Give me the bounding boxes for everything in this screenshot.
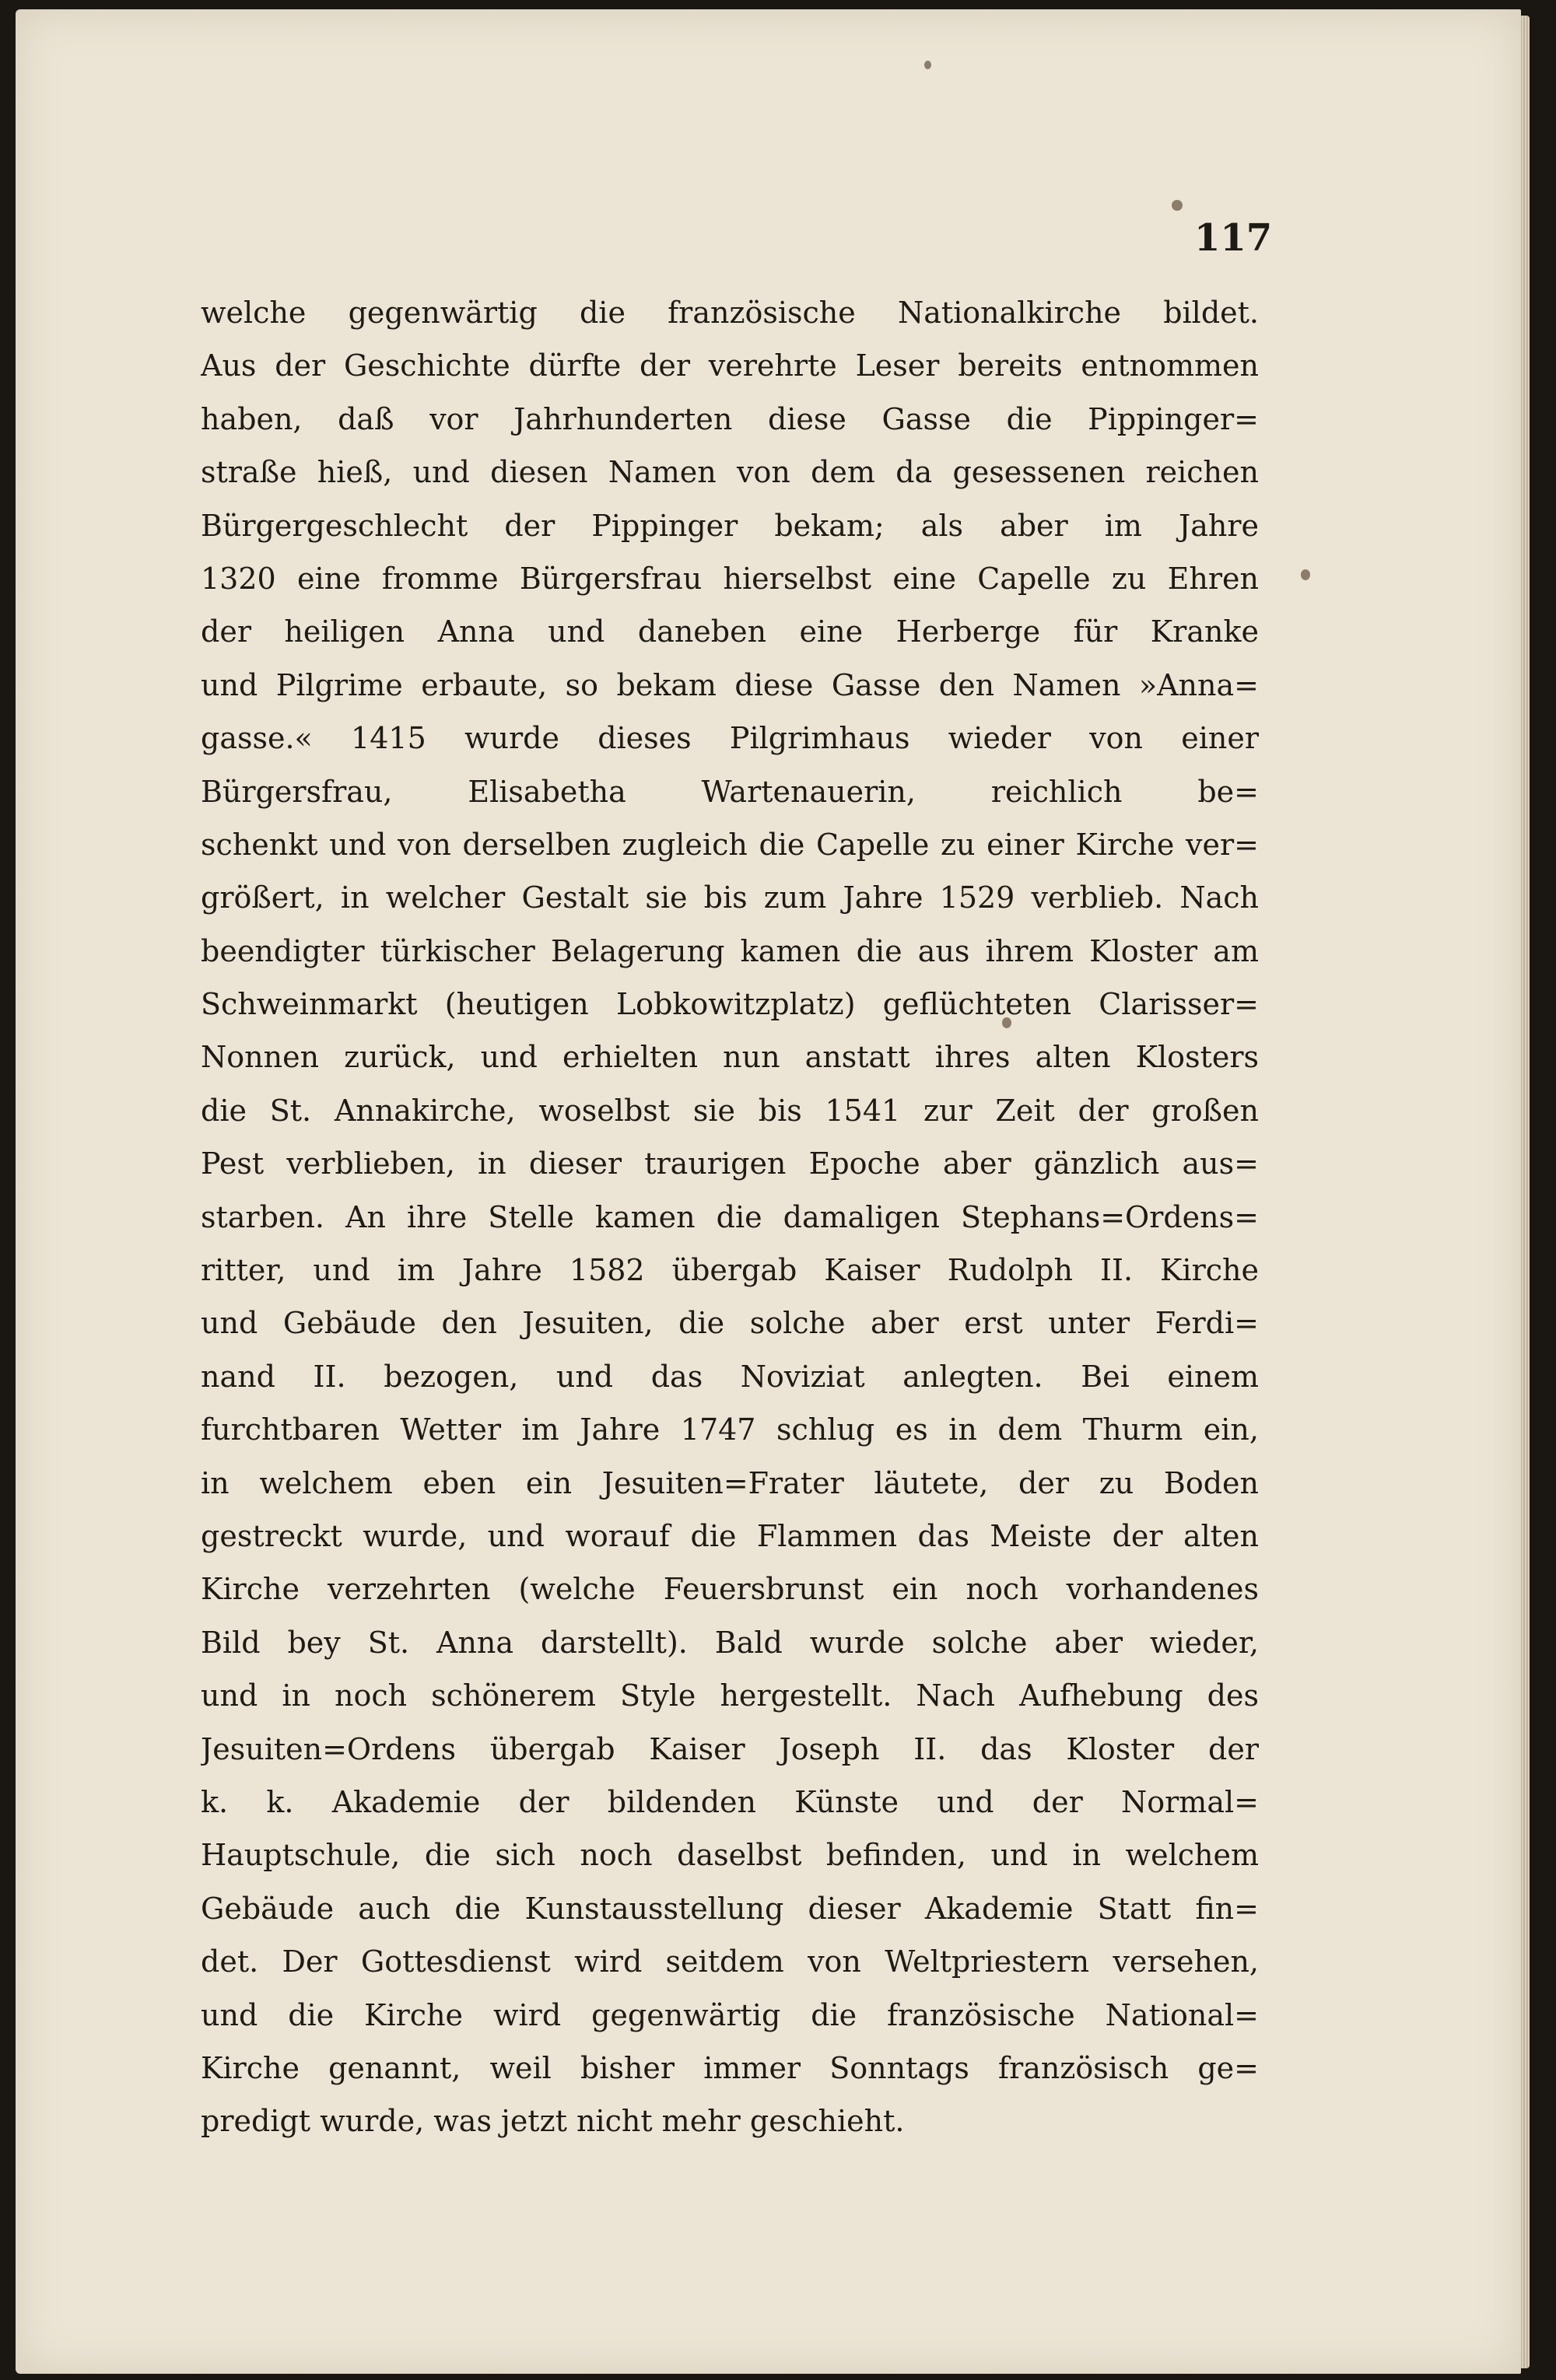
text-line: Kirche verzehrten (welche Feuersbrunst ein noch vorhandenes	[201, 1572, 1259, 1607]
page-number: 117	[1194, 216, 1273, 260]
text-line: in welchem eben ein Jesuiten=Frater läutete, der zu Boden	[201, 1465, 1259, 1500]
text-line: 1320 eine fromme Bürgersfrau hierselbst eine Capelle zu Ehren	[201, 561, 1259, 596]
ink-spot	[924, 61, 931, 69]
text-line: und Gebäude den Jesuiten, die solche aber erst unter Ferdi=	[201, 1306, 1259, 1341]
text-line: Kirche genannt, weil bisher immer Sonntags französisch ge=	[201, 2050, 1259, 2085]
body-text	[201, 286, 1259, 2148]
text-line: Bürgersfrau, Elisabetha Wartenauerin, reichlich be=	[201, 774, 1259, 809]
text-line: Jesuiten=Ordens übergab Kaiser Joseph II. das Kloster der	[201, 1731, 1259, 1766]
text-line: ritter, und im Jahre 1582 übergab Kaiser Rudolph II. Kirche	[201, 1253, 1259, 1288]
text-line: det. Der Gottesdienst wird seitdem von Weltpriestern versehen,	[201, 1944, 1259, 1979]
text-line: Nonnen zurück, und erhielten nun anstatt ihres alten Klosters	[201, 1040, 1259, 1075]
text-line: haben, daß vor Jahrhunderten diese Gasse die Pippinger=	[201, 401, 1259, 436]
text-line: und Pilgrime erbaute, so bekam diese Gasse den Namen »Anna=	[201, 667, 1259, 702]
text-line: gasse.« 1415 wurde dieses Pilgrimhaus wieder von einer	[201, 721, 1259, 756]
ink-spot	[1172, 200, 1183, 211]
text-line: Bild bey St. Anna darstellt). Bald wurde solche aber wieder,	[201, 1625, 1259, 1660]
text-line: starben. An ihre Stelle kamen die damaligen Stephans=Ordens=	[201, 1199, 1259, 1234]
text-line: Hauptschule, die sich noch daselbst befinden, und in welchem	[201, 1838, 1259, 1873]
text-line: welche gegenwärtig die französische Nationalkirche bildet.	[201, 296, 1259, 330]
text-line: Gebäude auch die Kunstausstellung dieser Akademie Statt fin=	[201, 1891, 1259, 1926]
text-line: der heiligen Anna und daneben eine Herberge für Kranke	[201, 614, 1259, 649]
text-line: Bürgergeschlecht der Pippinger bekam; als aber im Jahre	[201, 508, 1259, 543]
text-line: Aus der Geschichte dürfte der verehrte Leser bereits entnommen	[201, 348, 1259, 383]
text-line: Pest verblieben, in dieser traurigen Epoche aber gänzlich aus=	[201, 1146, 1259, 1181]
text-line: nand II. bezogen, und das Noviziat anlegten. Bei einem	[201, 1359, 1259, 1394]
text-line: beendigter türkischer Belagerung kamen die aus ihrem Kloster am	[201, 933, 1259, 968]
text-line: Schweinmarkt (heutigen Lobkowitzplatz) geflüchteten Clarisser=	[201, 987, 1259, 1022]
text-line: predigt wurde, was jetzt nicht mehr geschieht.	[201, 2104, 905, 2139]
text-line: und in noch schönerem Style hergestellt. Nach Aufhebung des	[201, 1678, 1259, 1713]
text-line: straße hieß, und diesen Namen von dem da gesessenen reichen	[201, 455, 1259, 490]
text-line: schenkt und von derselben zugleich die Capelle zu einer Kirche ver=	[201, 827, 1259, 862]
text-line: furchtbaren Wetter im Jahre 1747 schlug es in dem Thurm ein,	[201, 1412, 1259, 1447]
text-line: k. k. Akademie der bildenden Künste und der Normal=	[201, 1784, 1259, 1819]
text-line: die St. Annakirche, woselbst sie bis 1541 zur Zeit der großen	[201, 1093, 1259, 1128]
text-line: gestreckt wurde, und worauf die Flammen das Meiste der alten	[201, 1518, 1259, 1553]
text-line: und die Kirche wird gegenwärtig die französische National=	[201, 1997, 1259, 2032]
text-line: größert, in welcher Gestalt sie bis zum Jahre 1529 verblieb. Nach	[201, 880, 1259, 915]
ink-spot	[1301, 569, 1310, 580]
